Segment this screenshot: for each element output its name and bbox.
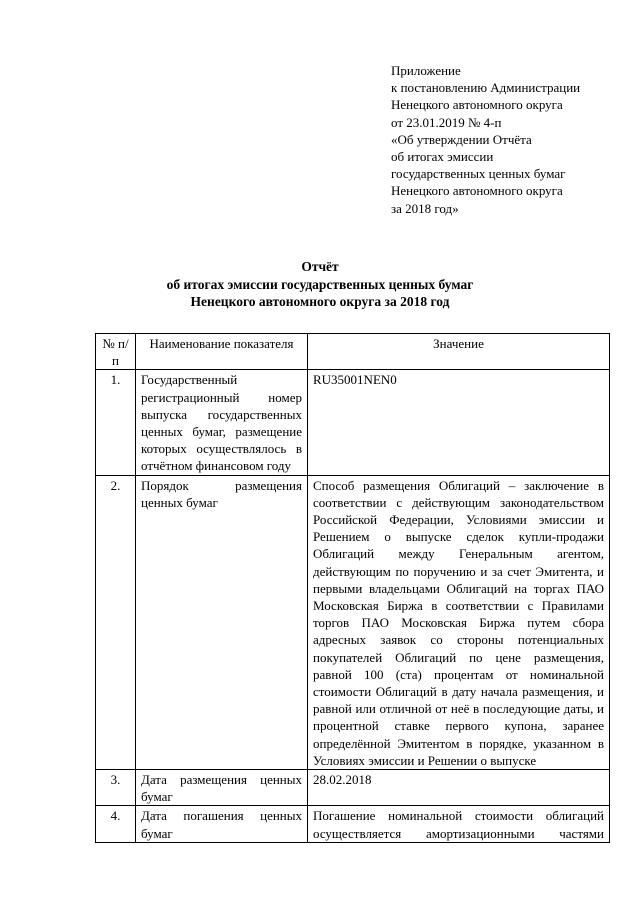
appendix-line: Приложение — [391, 63, 461, 78]
appendix-line: Ненецкого автономного округа — [391, 97, 563, 113]
header-name: Наименование показателя — [136, 334, 308, 370]
row-value — [308, 806, 610, 842]
appendix-block — [391, 62, 631, 217]
row-num: 1. — [96, 370, 136, 475]
row-value: RU35001NEN0 — [308, 370, 610, 475]
table-row — [96, 770, 610, 806]
appendix-line: «Об утверждении Отчёта — [391, 131, 532, 147]
header-num: № п/п — [96, 334, 136, 370]
title-line-1: Отчёт — [301, 259, 339, 274]
row-value: 28.02.2018 — [308, 770, 610, 806]
row-name: Дата погашения ценных бумаг — [136, 806, 308, 842]
title-line-2: об итогах эмиссии государственных ценных бумаг — [166, 276, 474, 292]
title-line-3: Ненецкого автономного округа за 2018 год — [190, 294, 450, 310]
row-name: Государственный регистрационный номер выпуска государственных ценных бумаг, размещение которых осуществлялось в отчётном финансовом году — [136, 370, 308, 475]
row-name: Дата размещения ценных бумаг — [136, 770, 308, 806]
table-header-row — [96, 334, 610, 370]
table-row — [96, 806, 610, 842]
report-title — [0, 258, 640, 311]
row-name: Порядок размещения ценных бумаг — [136, 475, 308, 769]
appendix-line: Ненецкого автономного округа — [391, 183, 563, 199]
row-value-line: Погашение номинальной стоимости облигаций — [313, 808, 604, 824]
appendix-line: за 2018 год» — [391, 200, 459, 216]
row-value: Способ размещения Облигаций – заключение в соответствии с действующим законодательством Российской Федерации, Условиями эмиссии и Решением о выпуске сделок купли-продажи Облигаций между Генеральным агентом, действующим по поручению и за счет Эмитента, и первыми владельцами Облигаций на торгах ПАО Московская Биржа в соответствии с Правилами торгов ПАО Московская Биржа путем сбора адресных заявок со стороны потенциальных покупателей Облигаций по цене размещения, равной 100 (ста) процентам от номинальной стоимости Облигаций в дату начала размещения, и равной или отличной от неё в последующие даты, и процентной ставке первого купона, заранее определённой Эмитентом в порядке, указанном в Условиях эмиссии и Решении о выпуске — [308, 475, 610, 769]
table-row — [96, 475, 610, 769]
row-num: 2. — [96, 475, 136, 769]
row-num: 4. — [96, 806, 136, 842]
appendix-line: от 23.01.2019 № 4-п — [391, 114, 502, 130]
row-num: 3. — [96, 770, 136, 806]
appendix-line: государственных ценных бумаг — [391, 166, 566, 182]
appendix-line: к постановлению Администрации — [391, 80, 581, 96]
table-row — [96, 370, 610, 475]
header-value: Значение — [308, 334, 610, 370]
appendix-line: об итогах эмиссии — [391, 149, 494, 165]
report-table — [95, 333, 610, 843]
row-value-line: осуществляется амортизационными частями — [313, 825, 604, 841]
